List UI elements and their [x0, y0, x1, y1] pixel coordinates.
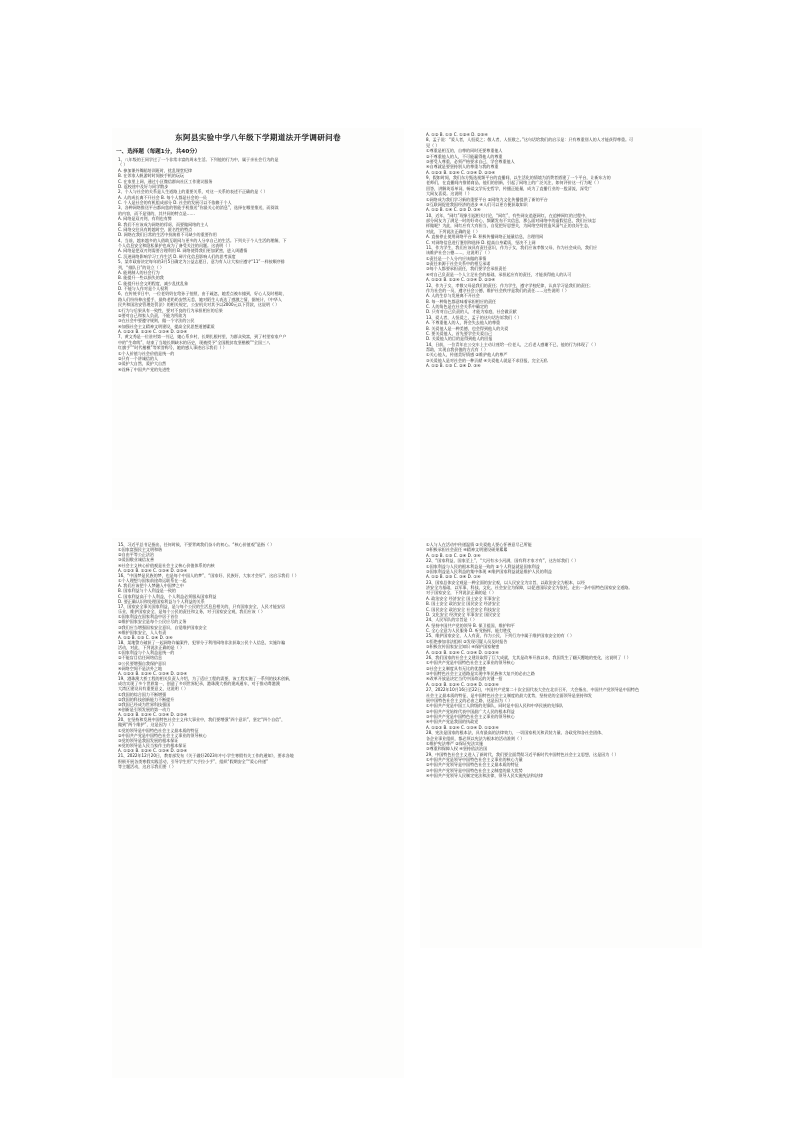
text-line: 济安全为基础，以军事、科技、文化、社会安全为保障，以促进国际安全为依托，走出一条中国特色国家安全道路。: [426, 585, 633, 590]
text-line: 24、人民军队的宗旨是（ ）: [426, 617, 477, 623]
text-line: 15、习近平总书记指出，任何时候，不要背离我们奋斗的初心。“核心价值观”是指（ ）: [118, 542, 275, 547]
text-line: ③关爱他人是对社会的一种贡献 ④关爱他人就是不求回报，完全无私: [426, 357, 548, 363]
text-line: 样做呢？为此，网红应有大有担当，自觉把好思想关，为网络空间营造风清气正的良好生态，: [426, 223, 592, 229]
text-line: ③互联网促进我国经济的进步 ④人们可以更方便获取知识: [426, 201, 528, 207]
text-line: A. 我们应该把个人梦融入中国梦之中: [118, 583, 184, 589]
text-line: 作为社会的一员，遵守社会公德，维护社会秩序是我们的责任……这些说明（ ）: [426, 287, 569, 293]
text-line: ②我国的科技创新能力不断提升: [118, 696, 175, 702]
text-line: ①关心他人，传递美好情感 ②维护他人的尊严: [426, 352, 508, 358]
text-line: A. ①② B. ①④ C. ②③ D. ③④: [426, 207, 481, 213]
text-line: A. ①② B. ①③ C. ②④ D. ③④: [118, 634, 173, 640]
text-line: A. 不尊重他人的人，将会失去他人的尊重: [426, 320, 501, 326]
text-line: ①我国的综合国力不断增强: [118, 691, 167, 697]
text-line: ①中国共产党是中国特色社会主义事业的领导核心: [426, 660, 515, 666]
question-text: [420, 128, 702, 369]
text-line: 20、在坚持和发展中国特色社会主义伟大事业中，我们要增强“四个意识”，坚定“四个自信”，: [118, 717, 286, 723]
text-line: D. 关爱他人的目的是得到他人的回报: [426, 336, 493, 342]
text-line: ③爱护大自然，爱护大自然: [118, 361, 167, 367]
text-line: A. ①② B. ①③ C. ②④ D. ③④: [426, 552, 481, 558]
text-line: A. 网络是双刃剑，有利也有弊: [118, 216, 172, 222]
text-line: ④中国共产党领导人民制定宪法和法律，领导人民实施宪法和法律: [426, 773, 543, 779]
page-quadrant-bottom-right: [420, 538, 702, 948]
text-line: D. 只有对自己负责的人，才能为家庭，社会做贡献: [426, 309, 517, 315]
text-line: ③积极宣传国家安全知识 ④保护国家秘密: [426, 644, 500, 650]
text-line: ①党的领导是中国特色社会主义最本质的特征: [118, 727, 199, 733]
text-line: 个人信息安全和隐私保护也成为了备受关注的问题。这表明（ ）: [118, 243, 233, 248]
text-line: D. 网络在我们日常的生活中扮演着不可缺少的重要作用: [118, 232, 217, 238]
text-line: ④改革开放是决定当代中国命运的关键一招: [426, 676, 503, 682]
text-line: 6、在传统节日中，一位老奶奶在给孙子拍照，由于疏忽，她差点被车撞到，好心人及时相助，: [118, 291, 287, 297]
text-line: ③要受人尊重，必须严格要求自己，学会尊重他人: [426, 158, 515, 164]
text-line: ①国家利益与人民的根本利益是一致的 ②个人利益就是国家利益: [426, 563, 540, 569]
text-line: 做到“两个维护”，这是因为（ ）: [118, 722, 177, 728]
text-line: 红旗手”“时代楷模”等荣誉称号，她的感人事迹启示我们（ ）: [118, 345, 227, 351]
text-line: 5、某市政府决定每年的3月5日确定为公益志愿日，意为有人让大家应遵守“11”一样按顺序排: [118, 259, 285, 265]
text-line: C. 国民安全 政治安全 社会安全 科技安全: [426, 606, 501, 612]
text-line: ①国家富强民主文明和谐: [118, 547, 163, 553]
text-line: A. ①②③ B. ①②④ C. ①③④ D. ②③④: [118, 670, 188, 676]
text-line: ③我国已经成为世界科技强国: [118, 701, 171, 707]
text-line: 8、孟子说：“爱人者，人恒爱之；敬人者，人恒敬之。”这句话给我们的启示是：只有尊重别人的人才能获得尊重。可: [426, 137, 634, 143]
text-line: D. 返校途中及好与同学散步: [118, 183, 169, 189]
text-line: 7、黄文秀是一位驻村第一书记，她心系乡村，长期扎根村里，为群众致富，到了村里家家户户: [118, 334, 287, 340]
text-line: ③党的领导是我国发展的根本保证: [118, 737, 179, 743]
text-line: A. 能规制人的社会行为: [118, 269, 160, 275]
section-heading: 一、选择题（每题1分，共40分）: [116, 149, 201, 155]
text-line: 各企业事业组织，都必须以宪法为根本的活动准则（ ）: [426, 735, 525, 741]
text-line: 18、某地警方破获了一起网络诈骗案件，犯罪分子利用网络非法获取公民个人信息，实施诈骗: [118, 639, 286, 645]
text-line: 16、“中国梦是民族的梦，也是每个中国人的梦”，“国家好、民族好，大家才会好”，这启示我们（ ）: [118, 572, 299, 578]
text-line: A. 参加课外舞蹈培训班时，扰乱课堂纪律: [118, 167, 193, 173]
text-line: 积极开展各类寒假实践活动，引导学生用“大手拉小手”，组织“假期安全”“爱心传递”: [118, 758, 269, 764]
text-line: 27、2022年10月16日至22日，中国共产党第二十次全国代表大会在北京召开，大会指出，中国共产党领导是中国特色: [426, 687, 640, 693]
text-line: 的内容，而不是别的，其共同的特点是……: [118, 210, 195, 216]
text-line: A. ①②③ B. ①②④ C. ①③④ D. ①②③④: [426, 681, 499, 687]
text-line: ④党的领导是人民当家作主的根本保证: [118, 743, 187, 749]
text-line: 民共和国治安管理处罚法》的相关规定，公安机关对其予以2000元以下罚款，这说明（ ）: [118, 302, 280, 308]
text-line: C. 个人是社会的有机组成部分 D. 社会的发展可以不依赖于个人: [118, 200, 232, 205]
text-line: C. 人的角色是在社会关系中确定的: [426, 304, 489, 309]
text-line: ③我们应当增强国家安全意识，自觉维护国家安全: [118, 624, 207, 630]
text-line: 21、2022年12月20日，教育部发布《关于做好2023年中小学生寒假有关工作的通知》，要求各地: [118, 753, 294, 759]
text-line: 大湾区建设具有重要意义，这说明（ ）: [118, 686, 189, 692]
text-line: C. 网络交往具有跨越时空、匿名性的特点: [118, 226, 193, 232]
text-line: 社会主义最本质的特征，是中国特色社会主义制度的最大优势，坚持党的全面领导是坚持和发: [426, 692, 592, 698]
text-line: ④诠释了中国共产党的先进性: [118, 366, 171, 372]
text-line: 14、日前，一位青年在公交车上主动让座给一位老人，之后老人感谢不已，他的行为体现了（ ）: [426, 341, 599, 347]
text-line: C. 能提升社会文明程度，减少乱扰乱象: [118, 280, 189, 286]
text-line: C. 要关爱他人，首先要学会关爱自己: [426, 330, 493, 336]
text-line: 部分网友为了满足一时的好奇心，频繁发布不实信息，那么面对网络中的虚假信息，我们应该怎: [426, 218, 596, 223]
question-text: [112, 538, 404, 769]
question-text: [420, 538, 702, 779]
text-line: B. 在邻家人帆游时时间接手机的玩玩: [118, 173, 185, 179]
text-line: ④创新是引领发展的第一动力: [118, 707, 171, 712]
text-line: D. 不能与人作对是个人权利: [118, 286, 169, 291]
text-line: ③积极承担社会责任 ④精神文明建设硕果累累: [426, 547, 508, 553]
text-line: ②中国共产党始终代表中国最广大人民的根本利益: [426, 708, 515, 714]
text-line: ③公民要增强自我保护意识: [118, 660, 167, 666]
text-line: 展中国特色社会主义的必由之路，这是因为（ ）: [426, 697, 513, 703]
text-line: 帮助，实现自我价值的方式有（ ）: [426, 347, 488, 352]
text-line: B. 每一种角色都意味着承担相应的责任: [426, 298, 497, 304]
text-line: ②要对自己和家人负责，不能为所欲为: [118, 312, 187, 318]
text-line: 老师们，在直播间内推销商品，他们的创新，引起了网络上的广泛关注，如何评价这一行为呢（ ）: [426, 180, 602, 186]
text-line: ②责任来源于社会关系中的相互承诺: [426, 261, 491, 266]
text-line: ①拒绝参加非法组织 ②发现可疑人员及时报告: [426, 638, 508, 644]
text-line: C. 沉迷网络影响学习工作生活 D. 碎片化信息影响人们的思考深度: [118, 253, 236, 259]
text-line: A. ①②③ B. ①②④ C. ①③④ D. ①②③④: [426, 724, 499, 730]
text-line: ②中国共产党领导是中国特色社会主义最本质的特征: [426, 762, 519, 768]
text-line: ①中国共产党是领导中国特色社会主义事业的核心力量: [426, 757, 523, 762]
text-line: 2、个人与社会的关系是人生道路上的重要关系，对这一关系的表述不正确的是（ ）: [118, 189, 268, 195]
page-quadrant-top-right: [420, 128, 702, 510]
text-line: A. 坚持中国共产党的领导 B. 保卫祖国，维护和平: [426, 622, 515, 628]
text-line: 对此，下列说法正确的是（ ）: [426, 228, 480, 234]
text-line: 22、“国家利益，国家至上”，“大河有水小河满，国有利才家才有”，这告诉我们（ ）: [426, 558, 579, 564]
text-line: 该维护社会公德……，这说明了（ ）: [426, 250, 493, 256]
text-line: 28、宪法是国家的根本法，具有最高的法律效力，一切国家机关和武装力量、各政党和各社会团体、: [426, 730, 606, 736]
text-line: A. 人的生存与发展离不开社会: [426, 293, 480, 299]
text-line: A. ①②③ B. ①②④ C. ①③④ D. ②③④: [426, 277, 496, 283]
text-line: （ ）: [118, 162, 128, 168]
text-line: ③中国共产党是中国特色社会主义事业的领导核心: [426, 714, 515, 719]
text-line: ①人与人在活动中传递温情 ②关爱他人要心怀善意尽己所能: [426, 542, 532, 547]
text-line: 13、爱人者，人恒爱之，孟子的这句话告诉我们（ ）: [426, 314, 522, 320]
text-line: 成功实现了多个世界第一，创造了多项世界纪录，港珠澳大桥的建成通车，对于推动粤港澳: [118, 681, 280, 687]
text-line: 3、各种网络推送平台都向您的智能手机推送“你最关心的消息”，选择在哪里推送，而阅读: [118, 205, 279, 211]
text-line: ③国家利益是人民利益的集中体现 ④维护国家利益就是维护人民的利益: [426, 568, 552, 574]
text-line: ③中国共产党领导是中国特色社会主义制度的最大优势: [426, 767, 523, 773]
text-line: ①维护宪法尊严 ②保证宪法实施: [426, 740, 484, 746]
text-line: ④社会主义核心价值观是社会主义核心价值体系的内核: [118, 562, 215, 568]
question-text: [112, 157, 404, 372]
text-line: C. 国家利益高于个人利益，个人利益必须服从国家利益: [118, 593, 217, 599]
text-line: ①个人价值与社会价值是统一的: [118, 350, 175, 356]
text-line: ④对自己负责是一个人立足社会的基础，承担起应有的责任，才能获得他人的认可: [426, 271, 572, 277]
text-line: 29、中国特色社会主义进入了新时代，我们要全面贯彻习近平新时代中国特色社会主义思想，这是因为（ ）: [426, 751, 619, 757]
text-line: A. 直接停止使用网络平台 B. 积极传播网络正能量信息，合理用网: [426, 234, 544, 240]
text-line: ④自尊就是要坚持别人的尊重与我的尊重: [426, 164, 499, 170]
text-line: A. 网络是把双刃剑需要合理利用 B. 网络使得我们更加紧密，进入周遭情: [118, 248, 248, 254]
text-line: B. 关爱他人是一种美德，也会得到他人的关爱: [426, 325, 509, 331]
text-line: A. ①②③ B. ①②④ C. ①③④ D. ②③④: [426, 169, 496, 175]
page-quadrant-top-left: [112, 128, 404, 510]
text-line: B. 能提升一些以损失的我: [118, 275, 164, 281]
text-line: A. ①②③ B. ①②④ C. ①③④ D. ②③④: [118, 567, 188, 573]
text-line: B. 国土安全 政治安全 国民安全 经济安全: [426, 601, 500, 607]
text-line: ②只有一个讲诚信的人: [118, 355, 159, 361]
text-line: B. 国家利益与个人利益是一致的: [118, 588, 176, 594]
text-line: ①行为与后果具有一致性，要对不良的行为承担相应的后果: [118, 307, 223, 313]
text-line: A. ①② B. ②③ C. ③④ D. ①④: [426, 574, 481, 580]
text-line: ①尊重是相互的，自尊的同时还要尊重他人: [426, 148, 503, 154]
text-line: 中的“生命线”，结束了当地长期缺水的历史，现被授予“全国脱贫攻坚楷模”“全国三八: [118, 339, 271, 345]
text-line: ④网络空间不是法外之地: [118, 665, 163, 671]
text-line: ②维护国家安全是每个公民应尽的义务: [118, 619, 187, 625]
text-line: A. ①②③ B. ①②④ C. ①③④ D. ②③④: [118, 712, 188, 718]
text-line: B. 我们不应该成为网络的俘虏，而要做网络的主人: [118, 221, 209, 227]
page-quadrant-bottom-left: [112, 538, 404, 1078]
text-line: ②不能盲目信任网络信息: [118, 655, 163, 661]
text-line: 23、国家总体安全观是一种全面的安全观，以人民安全为宗旨，以政治安全为根本，以经: [426, 579, 585, 585]
text-line: 列，“排队日”的设立（ ）: [118, 264, 164, 270]
text-line: ①责任是一个人分内应该做的事情: [426, 255, 487, 261]
text-line: C. 对网络信息进行鉴别和选择 D. 提高自身素质，坚决不上网: [426, 239, 536, 245]
text-line: 11、作为学生，我们应该具有责任意识，作为子女，我们应该孝敬父母，作为社会成员，我们应: [426, 244, 598, 250]
text-line: 路人们纷纷伸出援手，最终老奶奶安然无恙，她对陌生人表达了感激之情，据统计，《中华人: [118, 296, 282, 302]
text-line: 9、假如时间，我们东方甄选视频平台的直播间，以生活化的情境为消费者搭建了一个平台，让新东方的: [426, 175, 611, 180]
text-line: 12、作为子女，孝敬父母是我们的责任；作为学生，遵守学校纪律，认真学习是我们的责任；: [426, 282, 594, 288]
text-line: ②中国共产党是中国特色社会主义事业的领导核心: [118, 732, 207, 738]
text-line: A. ①②③ B. ①②④ C. ①③④ D. ②③④: [118, 748, 188, 754]
text-line: ③爱国敬业诚信友善: [118, 557, 155, 563]
text-line: 17、国家安全事关国家利益，是与每个公民的生活息息相关的，只有国家安全，人民才能安居: [118, 603, 286, 609]
text-line: 19、港珠澳大桥工程的相关负责人介绍，为了适应工程的需要，该工程实施了一系列的技术创新，: [118, 676, 294, 682]
text-line: ③每个人都要承担责任，我们要学会承担责任: [426, 266, 507, 272]
text-line: 等主题活动，这启示我们要（ ）: [118, 763, 176, 769]
text-line: 乐业，维护国家安全，是每个公民的责任和义务，对于国家安全观，我们应该（ ）: [118, 609, 265, 615]
text-line: A. 政治安全 经济安全 国土安全 军事安全: [426, 595, 500, 601]
text-line: ③尊重和保障人权 ④坚持依法治国: [426, 746, 488, 752]
text-line: ①国家利益在国家利益中居于首位: [118, 614, 179, 620]
text-line: 25、维护国家安全，人人有责，作为公民，下列行为中属于维护国家安全的有（ ）: [426, 633, 575, 639]
text-line: 4、当前，越来越多的人借助互联网与更多的人分享自己的生活。下列关于个人生活的理解，下: [118, 237, 287, 243]
text-line: ③在社会中要遵守规则，做一个守法的公民: [118, 318, 195, 324]
text-line: ④加强社会主义精神文明建设，提高全民思想道德素质: [118, 323, 215, 329]
text-line: 回答，讲解英语单词，畅谈文学历史哲学，传播正能量，成为了直播行业的一股清流，深受广: [426, 185, 592, 191]
text-line: 见（ ）: [426, 142, 440, 148]
text-line: 对于国家安全，下列说法正确的是（ ）: [426, 590, 497, 596]
text-line: ①中国共产党是中国工人阶级的先锋队，同时是中国人民和中华民族的先锋队: [426, 703, 564, 709]
text-line: D. 要正确认识和处理国家利益与个人利益的关系: [118, 598, 205, 604]
text-line: ①个人理想与国家前途命运联系在一起: [118, 578, 187, 584]
text-line: ④中国共产党是我国的执政党: [426, 719, 479, 725]
text-line: 26、我们国家的社会主义建设取得了巨大成就，尤其是改革开放以来，我国发生了翻天覆地的变化，这说明了（ ）: [426, 654, 631, 660]
text-line: 活动，对此，下列说法正确的是（ ）: [118, 645, 185, 651]
text-line: A. ①②③ B. ①②④ C. ①③④ D. ①②③④: [426, 649, 499, 655]
text-line: ④维护国家安全，人人有责: [118, 629, 167, 635]
text-line: A. ①② B. ①③ C. ①②④ D. ②③④: [426, 132, 488, 137]
text-line: ②社会主义制度具有无比的优越性: [426, 665, 487, 671]
page-title: 东阿县实验中学八年级下学期道法开学调研问卷: [175, 133, 341, 142]
text-line: 1、八年级的王同学过了一个非常丰富的周末生活。下列他的行为中，属于亲社会行为的是: [118, 157, 279, 162]
text-line: ①网络成为我们学习新的重要平台 ②网络为文化传播提供了新的平台: [426, 196, 548, 202]
text-line: ②不尊重他人的人，不可能赢得他人的尊重: [426, 153, 503, 159]
text-line: 大网友喜爱。这说明（ ）: [426, 191, 472, 197]
text-line: A. 人的成长离不开社会 B. 每个人都是社会的一员: [118, 194, 207, 200]
text-line: ①国家利益与个人利益是统一的: [118, 650, 175, 656]
text-line: ③中国特色社会主义道路是实现中华民族伟大复兴的必由之路: [426, 671, 535, 676]
text-line: A. ①② B. ①③ C. ②④ D. ③④: [426, 363, 481, 369]
text-line: ②自由平等公正法治: [118, 552, 155, 558]
text-line: C. 全心全意为人民服务 D. 听党指挥，能打胜仗: [426, 628, 512, 633]
text-line: C. 在家里上网，通过小区微信群向社区工作建议服务: [118, 178, 213, 184]
text-line: D. 文化安全 经济安全 军事安全 国民安全: [426, 611, 501, 617]
text-line: A. ①②③ B. ①②④ C. ①③④ D. ②③④: [118, 329, 188, 334]
text-line: 10、近年，“网红”现象引起相关讨论，“网红”，有些网友追逐网红，在追捧网红的过程中，: [426, 212, 590, 218]
